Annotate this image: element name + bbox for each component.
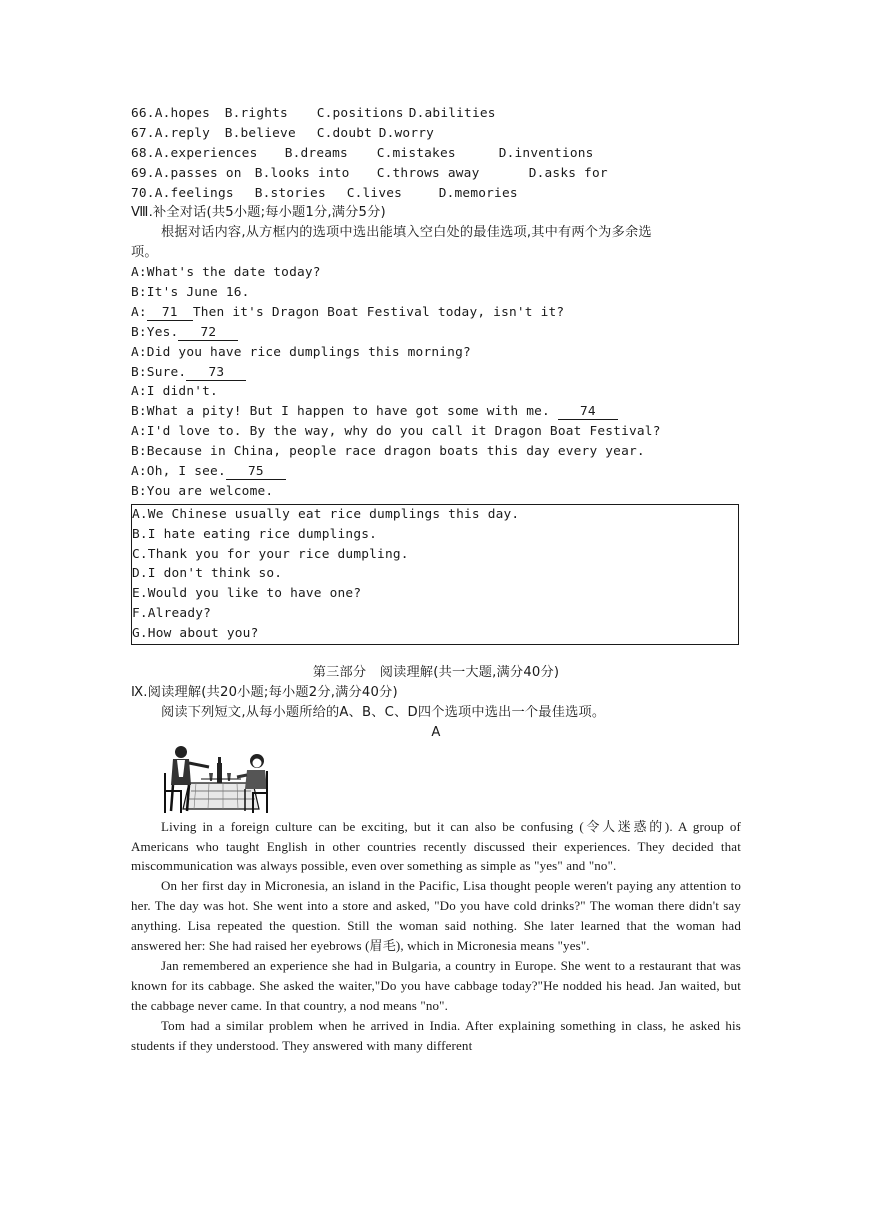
dialogue-line <box>131 363 741 383</box>
option-d: D.asks for <box>528 165 608 181</box>
answer-blank-74[interactable]: 74 <box>558 405 618 420</box>
dinner-illustration-icon <box>161 743 271 815</box>
answer-blank-72[interactable]: 72 <box>178 326 238 341</box>
question-number: 68. <box>131 145 155 161</box>
option-c: C.positions <box>316 106 404 121</box>
dialogue-line: A:I didn't. <box>131 384 218 400</box>
option-d: D.inventions <box>498 145 594 161</box>
box-option: G.How about you? <box>132 626 259 642</box>
passage-paragraph: Jan remembered an experience she had in Bulgaria, a country in Europe. She went to a restaurant that was known for its cabbage. She asked the waiter,"Do you have cabbage today?"He nodded his head. Jan waited, but the cabbage never came. In that country, a nod means "no". <box>131 957 741 1013</box>
box-option: E.Would you like to have one? <box>132 586 362 602</box>
dialogue-line: A:What's the date today? <box>131 265 321 281</box>
question-69 <box>131 164 741 184</box>
dialogue-text: Then it's Dragon Boat Festival today, isn't it? <box>192 304 565 320</box>
dialogue-text: A:Oh, I see. <box>131 464 226 480</box>
dialogue-text: B:Sure. <box>131 364 187 380</box>
option-a: A.experiences <box>154 145 258 161</box>
option-b: B.dreams <box>284 145 348 161</box>
dialogue-line: A:Did you have rice dumplings this morning? <box>131 344 471 360</box>
question-70 <box>131 184 741 204</box>
passage-paragraph: On her first day in Micronesia, an island in the Pacific, Lisa thought people weren't paying any attention to her. The day was hot. She went into a store and asked, "Do you have cold drinks?" The woman there didn't say anything. Lisa repeated the question. Still the woman said nothing. She later learned that the woman had answered her: She had raised her eyebrows (眉毛), which in Micronesia means "yes". <box>131 878 741 954</box>
dialogue-line <box>131 402 741 422</box>
dialogue-line: A:I'd love to. By the way, why do you call it Dragon Boat Festival? <box>131 424 661 440</box>
option-c: C.throws away <box>376 165 480 181</box>
option-b: B.believe <box>224 125 296 141</box>
question-number: 70. <box>131 185 155 201</box>
dialogue-line: B:You are welcome. <box>131 483 274 499</box>
option-c: C.lives <box>346 185 403 201</box>
section8-heading: Ⅷ.补全对话(共5小题;每小题1分,满分5分) <box>131 205 386 221</box>
option-a: A.hopes <box>154 106 211 121</box>
passage-paragraph: Living in a foreign culture can be exciting, but it can also be confusing (令人迷惑的). A group of Americans who taught English in other countries recently discussed their experiences. They decided that miscommunication was always possible, even over something as simple as "yes" and "no". <box>131 818 741 874</box>
exam-page <box>131 104 741 1055</box>
option-c: C.mistakes <box>376 145 456 161</box>
speaker: A: <box>131 304 147 320</box>
section9-heading: Ⅸ.阅读理解(共20小题;每小题2分,满分40分) <box>131 684 398 700</box>
option-a: A.reply <box>154 125 211 141</box>
box-option: A.We Chinese usually eat rice dumplings this day. <box>132 506 520 522</box>
question-66 <box>131 104 741 124</box>
answer-blank-71[interactable]: 71 <box>147 306 193 321</box>
option-d: D.memories <box>438 185 518 201</box>
option-a: A.feelings <box>154 185 234 201</box>
question-67 <box>131 124 741 144</box>
dialogue-line <box>131 462 741 482</box>
box-option: B.I hate eating rice dumplings. <box>132 526 378 542</box>
options-box <box>131 504 739 645</box>
option-d: D.abilities <box>408 106 496 121</box>
part3-title: 第三部分 阅读理解(共一大题,满分40分) <box>312 665 560 681</box>
dialogue-line: B:Because in China, people race dragon boats this day every year. <box>131 444 645 460</box>
option-b: B.stories <box>254 185 326 201</box>
question-number: 69. <box>131 165 155 181</box>
passage-label: A <box>431 724 441 740</box>
answer-blank-73[interactable]: 73 <box>186 366 246 381</box>
box-option: D.I don't think so. <box>132 566 283 582</box>
passage-paragraph: Tom had a similar problem when he arrived in India. After explaining something in class, he asked his students if they understood. They answered with many different <box>131 1017 741 1053</box>
box-option: C.Thank you for your rice dumpling. <box>132 546 409 562</box>
cloze-options <box>131 104 741 203</box>
option-b: B.rights <box>224 106 288 121</box>
option-c: C.doubt <box>316 125 373 141</box>
option-b: B.looks into <box>254 165 350 181</box>
question-68 <box>131 144 741 164</box>
dialogue-text: B:What a pity! But I happen to have got some with me. <box>131 404 550 420</box>
section8-instruction: 根据对话内容,从方框内的选项中选出能填入空白处的最佳选项,其中有两个为多余选 <box>161 225 652 241</box>
section8-instruction-cont: 项。 <box>131 245 158 261</box>
option-a: A.passes on <box>154 165 242 181</box>
box-option: F.Already? <box>132 606 212 622</box>
dialogue <box>131 263 741 502</box>
section9-instruction: 阅读下列短文,从每小题所给的A、B、C、D四个选项中选出一个最佳选项。 <box>161 704 606 720</box>
dialogue-line: B:It's June 16. <box>131 285 250 301</box>
question-number: 67. <box>131 125 155 141</box>
dialogue-line <box>131 323 741 343</box>
question-number: 66. <box>131 106 155 121</box>
dialogue-text: B:Yes. <box>131 324 179 340</box>
answer-blank-75[interactable]: 75 <box>226 465 286 480</box>
dialogue-line <box>131 303 741 323</box>
option-d: D.worry <box>378 125 435 141</box>
